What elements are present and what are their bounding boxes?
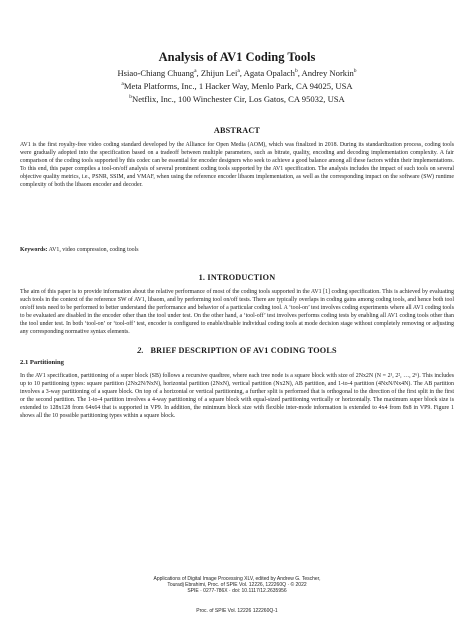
affiliation-marker: a xyxy=(121,81,124,88)
author-name: Hsiao-Chiang Chuang xyxy=(117,68,195,78)
section-number: 2. xyxy=(137,346,144,355)
affiliation-b xyxy=(0,93,474,105)
partitioning-paragraph: In the AV1 specification, partitioning of a super block (SB) follows a recursive quadtree, where each tree node is a square block with size of 2Nx2N (N = 2¹, 2², …, 2⁶). This includes up to 10 partitioning types: square partition (2Nx2N/NxN), horizontal partition (2NxN), vertical partition (Nx2N), AB partition, and 1-to-4 partition (4NxN/Nx4N). The AB partition involves a 3-way partitioning of a square block. On top of a horizontal or vertical partitioning, a further split is performed that is orthogonal to the direction of the first split in the first or the second partition. The 1-to-4 partition involves a 4-way partitioning of a square block with equal-sized partitioning vertically or horizontally. The maximum super block size is extended to 128x128 from 64x64 that is supported in VP9. In addition, the minimum block size with flexible inter-mode information is extended to 4x4 from 8x8 in VP9. Figure 1 shows all the 10 possible partitioning types within a square block. xyxy=(20,373,454,420)
section-heading-brief-description xyxy=(0,346,474,355)
footer-citation-line-2: Touradj Ebrahimi, Proc. of SPIE Vol. 12226, 122260Q · © 2022 xyxy=(167,582,307,588)
affiliation-marker: b xyxy=(129,94,132,101)
keywords-line xyxy=(20,246,454,254)
keywords-label: Keywords: xyxy=(20,247,48,253)
affiliation-text: Netflix, Inc., 100 Winchester Cir, Los Gatos, CA 95032, USA xyxy=(131,94,345,104)
footer-page-reference: Proc. of SPIE Vol. 12226 122260Q-1 xyxy=(196,608,278,614)
introduction-paragraph: The aim of this paper is to provide information about the relative performance of most of the coding tools supported in the AV1 [1] coding specification. This is achieved by evaluating such tools in the context of the reference SW of AV1, libaom, and by performing tool on/off tests. There are typically overlaps in coding gains among coding tools, and hence both tool on/off tests need to be performed to better understand the performance and behavior of a particular coding tool. A ‘tool-on’ test involves coding experiments where all AV1 coding tools to be evaluated are disabled in the encoder other than the tool under test. On the other hand, a ‘tool-off’ test involves performs coding tests by enabling all AV1 coding tools other than the tool under test. In both ‘tool-on’ or ‘tool-off’ test, encoder is configured to enable/disable individual coding tools at mode decision stage without completely removing or adjusting any corresponding normative syntax elements. xyxy=(20,289,454,336)
footer-citation-line-1: Applications of Digital Image Processing XLV, edited by Andrew G. Tescher, xyxy=(153,576,321,582)
author-name: Andrey Norkin xyxy=(301,68,354,78)
affiliation-marker: a xyxy=(237,68,240,75)
abstract-heading: ABSTRACT xyxy=(213,126,261,135)
section-heading-introduction: 1. INTRODUCTION xyxy=(198,273,276,282)
affiliation-a xyxy=(0,80,474,92)
author-name: Zhijun Lei xyxy=(200,68,238,78)
author-name: Agata Opalach xyxy=(243,68,295,78)
keywords-text: AV1, video compression, coding tools xyxy=(48,247,139,253)
paper-title: Analysis of AV1 Coding Tools xyxy=(158,50,316,64)
footer-citation-line-3: SPIE · 0277-786X · doi: 10.1117/12.2635956 xyxy=(187,588,287,594)
affiliation-marker: b xyxy=(294,68,298,75)
affiliation-text: Meta Platforms, Inc., 1 Hacker Way, Menlo Park, CA 94025, USA xyxy=(123,81,353,91)
abstract-text: AV1 is the first royalty-free video coding standard developed by the Alliance for Open Media (AOM), which was finalized in 2018. During its standardization process, coding tools were gradually adopted into the specification based on a tradeoff between multiple parameters, such as bitrate, quality, encoding and decoding implementation complexity. A fair comparison of the coding tools supported by this codec can be essential for encoder designers who seek to achieve a good balance among all these factors within their implementations. To this end, this paper compiles a tool-on/off analysis of several prominent coding tools supported by the AV1 specification. The analysis includes the impact of such tools on several objective quality metrics, i.e., PSNR, SSIM, and VMAF, when using the reference encoder libaom implementation, as well as the corresponding impact on the software (SW) runtime complexity of both the libaom encoder and decoder. xyxy=(20,142,454,189)
affiliation-marker: b xyxy=(353,68,357,75)
subsection-heading-partitioning: 2.1 Partitioning xyxy=(20,359,64,366)
section-title: BRIEF DESCRIPTION OF AV1 CODING TOOLS xyxy=(150,346,337,355)
author-list: Hsiao-Chiang Chuang$^a$, Zhijun Lei$^a$, Agata Opalach$^b$, Andrey Norkin$^b$ xyxy=(117,68,357,78)
affiliation-marker: a xyxy=(194,68,197,75)
